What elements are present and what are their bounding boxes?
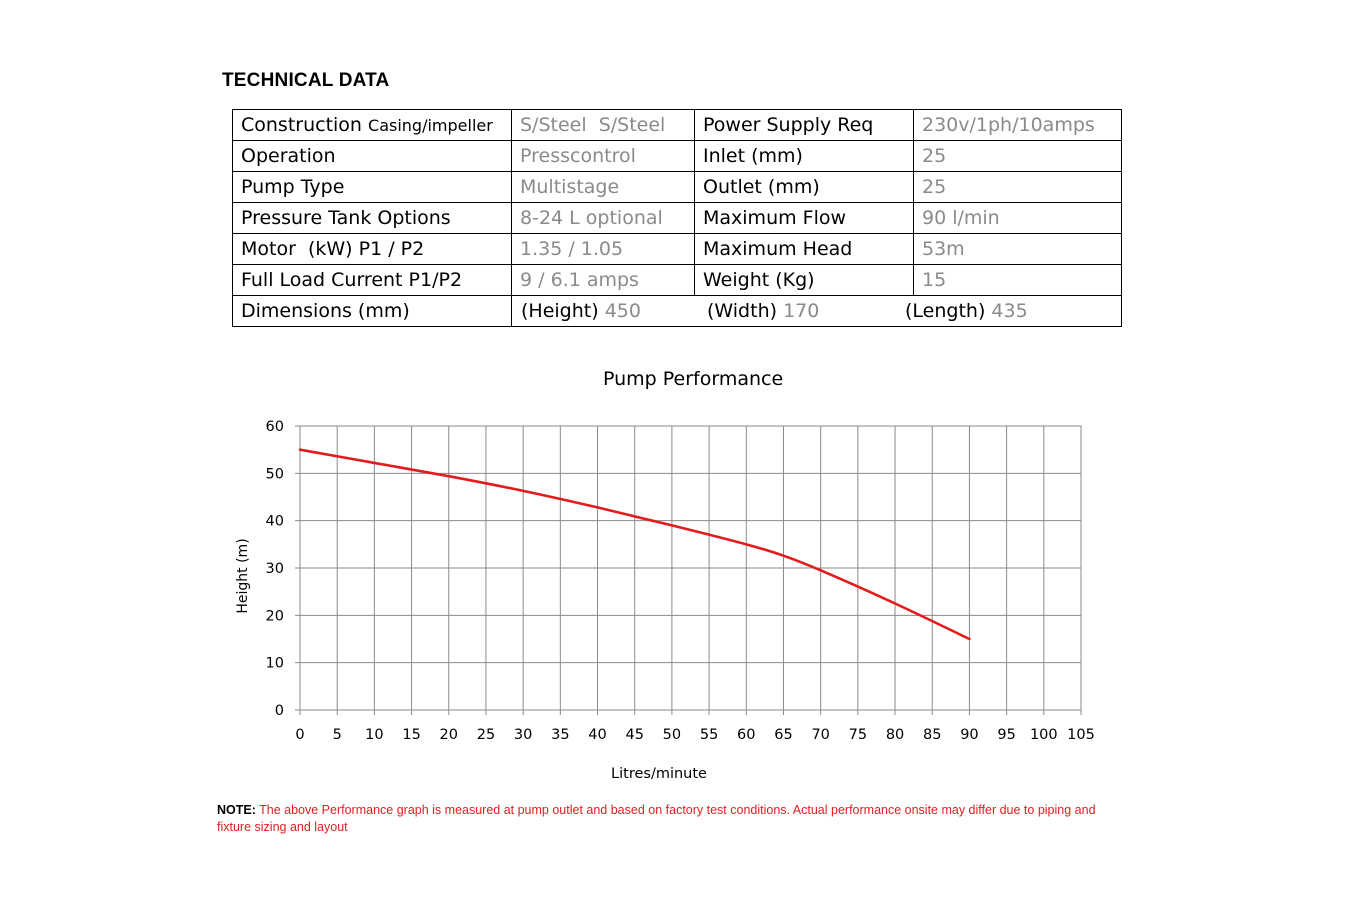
y-tick-label: 50 — [265, 466, 284, 483]
spec-value: 90 l/min — [914, 203, 1122, 234]
x-tick-label: 80 — [885, 727, 905, 743]
table-row — [233, 203, 1122, 234]
x-tick-label: 85 — [923, 727, 942, 743]
dimension-length-value: 435 — [991, 300, 1028, 322]
y-tick-label: 10 — [265, 655, 284, 672]
x-tick-label: 70 — [811, 727, 830, 743]
x-tick-label: 55 — [699, 727, 719, 743]
spec-label: Pump Type — [233, 172, 512, 203]
x-axis-label: Litres/minute — [611, 766, 707, 782]
technical-data-table — [232, 109, 1122, 327]
x-tick-label: 25 — [476, 727, 496, 743]
x-tick-label: 105 — [1067, 727, 1095, 743]
x-tick-label: 35 — [551, 727, 570, 743]
x-tick-label: 90 — [960, 727, 979, 743]
spec-label-text: Construction — [241, 114, 362, 136]
x-tick-label: 50 — [662, 727, 682, 743]
spec-value: 1.35 / 1.05 — [512, 234, 695, 265]
table-row — [233, 265, 1122, 296]
spec-label: Weight (Kg) — [695, 265, 914, 296]
dimension-width — [707, 300, 819, 322]
y-tick-label: 40 — [265, 513, 284, 530]
y-tick-label: 60 — [265, 419, 284, 435]
spec-value: 8-24 L optional — [512, 203, 695, 234]
spec-label: Maximum Flow — [695, 203, 914, 234]
x-tick-label: 15 — [402, 727, 421, 743]
note-prefix: NOTE: — [217, 803, 256, 817]
note-text: The above Performance graph is measured at pump outlet and based on factory test conditions. Actual performance onsite may differ due to piping and fixture sizing and layout — [217, 803, 1096, 834]
spec-value: S/Steel S/Steel — [512, 110, 695, 141]
dimension-width-label: (Width) — [707, 300, 778, 322]
dimension-width-value: 170 — [783, 300, 820, 322]
x-tick-label: 5 — [332, 727, 342, 743]
spec-value: 25 — [914, 172, 1122, 203]
table-row — [233, 141, 1122, 172]
spec-value: 25 — [914, 141, 1122, 172]
spec-label: Maximum Head — [695, 234, 914, 265]
x-tick-label: 100 — [1029, 727, 1058, 743]
pump-performance-chart — [220, 400, 1120, 790]
x-tick-label: 95 — [997, 727, 1016, 743]
spec-value: 15 — [914, 265, 1122, 296]
performance-note — [217, 802, 1117, 836]
x-tick-label: 30 — [513, 727, 533, 743]
spec-label: Pressure Tank Options — [233, 203, 512, 234]
dimension-length — [905, 300, 1028, 322]
dimension-height-label: (Height) — [521, 300, 599, 322]
y-tick-label: 0 — [274, 703, 284, 719]
table-row — [233, 110, 1122, 141]
x-tick-label: 40 — [588, 727, 607, 743]
table-row-dimensions — [233, 296, 1122, 327]
chart-title: Pump Performance — [603, 368, 784, 390]
dimension-height — [521, 300, 641, 322]
spec-label: Motor (kW) P1 / P2 — [233, 234, 512, 265]
spec-value: 9 / 6.1 amps — [512, 265, 695, 296]
spec-label — [233, 110, 512, 141]
spec-label: Outlet (mm) — [695, 172, 914, 203]
table-row — [233, 172, 1122, 203]
spec-label: Operation — [233, 141, 512, 172]
spec-label-suffix: Casing/impeller — [368, 116, 493, 135]
x-tick-label: 65 — [774, 727, 793, 743]
chart-ticks — [266, 419, 1095, 743]
x-tick-label: 0 — [295, 727, 305, 743]
dimensions-values — [512, 296, 1122, 327]
table-row — [233, 234, 1122, 265]
spec-label: Dimensions (mm) — [233, 296, 512, 327]
x-tick-label: 45 — [625, 727, 644, 743]
spec-label: Power Supply Req — [695, 110, 914, 141]
x-tick-label: 75 — [848, 727, 868, 743]
y-tick-label: 20 — [265, 608, 284, 625]
spec-value: Presscontrol — [512, 141, 695, 172]
x-tick-label: 60 — [737, 727, 756, 743]
dimension-height-value: 450 — [604, 300, 641, 322]
spec-label: Full Load Current P1/P2 — [233, 265, 512, 296]
x-tick-label: 20 — [439, 727, 458, 743]
y-tick-label: 30 — [265, 561, 284, 577]
technical-data-heading: TECHNICAL DATA — [222, 70, 390, 91]
dimension-length-label: (Length) — [905, 300, 986, 322]
y-axis-label: Height (m) — [235, 538, 251, 614]
spec-value: Multistage — [512, 172, 695, 203]
spec-label: Inlet (mm) — [695, 141, 914, 172]
spec-value: 53m — [914, 234, 1122, 265]
spec-value: 230v/1ph/10amps — [914, 110, 1122, 141]
x-tick-label: 10 — [365, 727, 384, 743]
